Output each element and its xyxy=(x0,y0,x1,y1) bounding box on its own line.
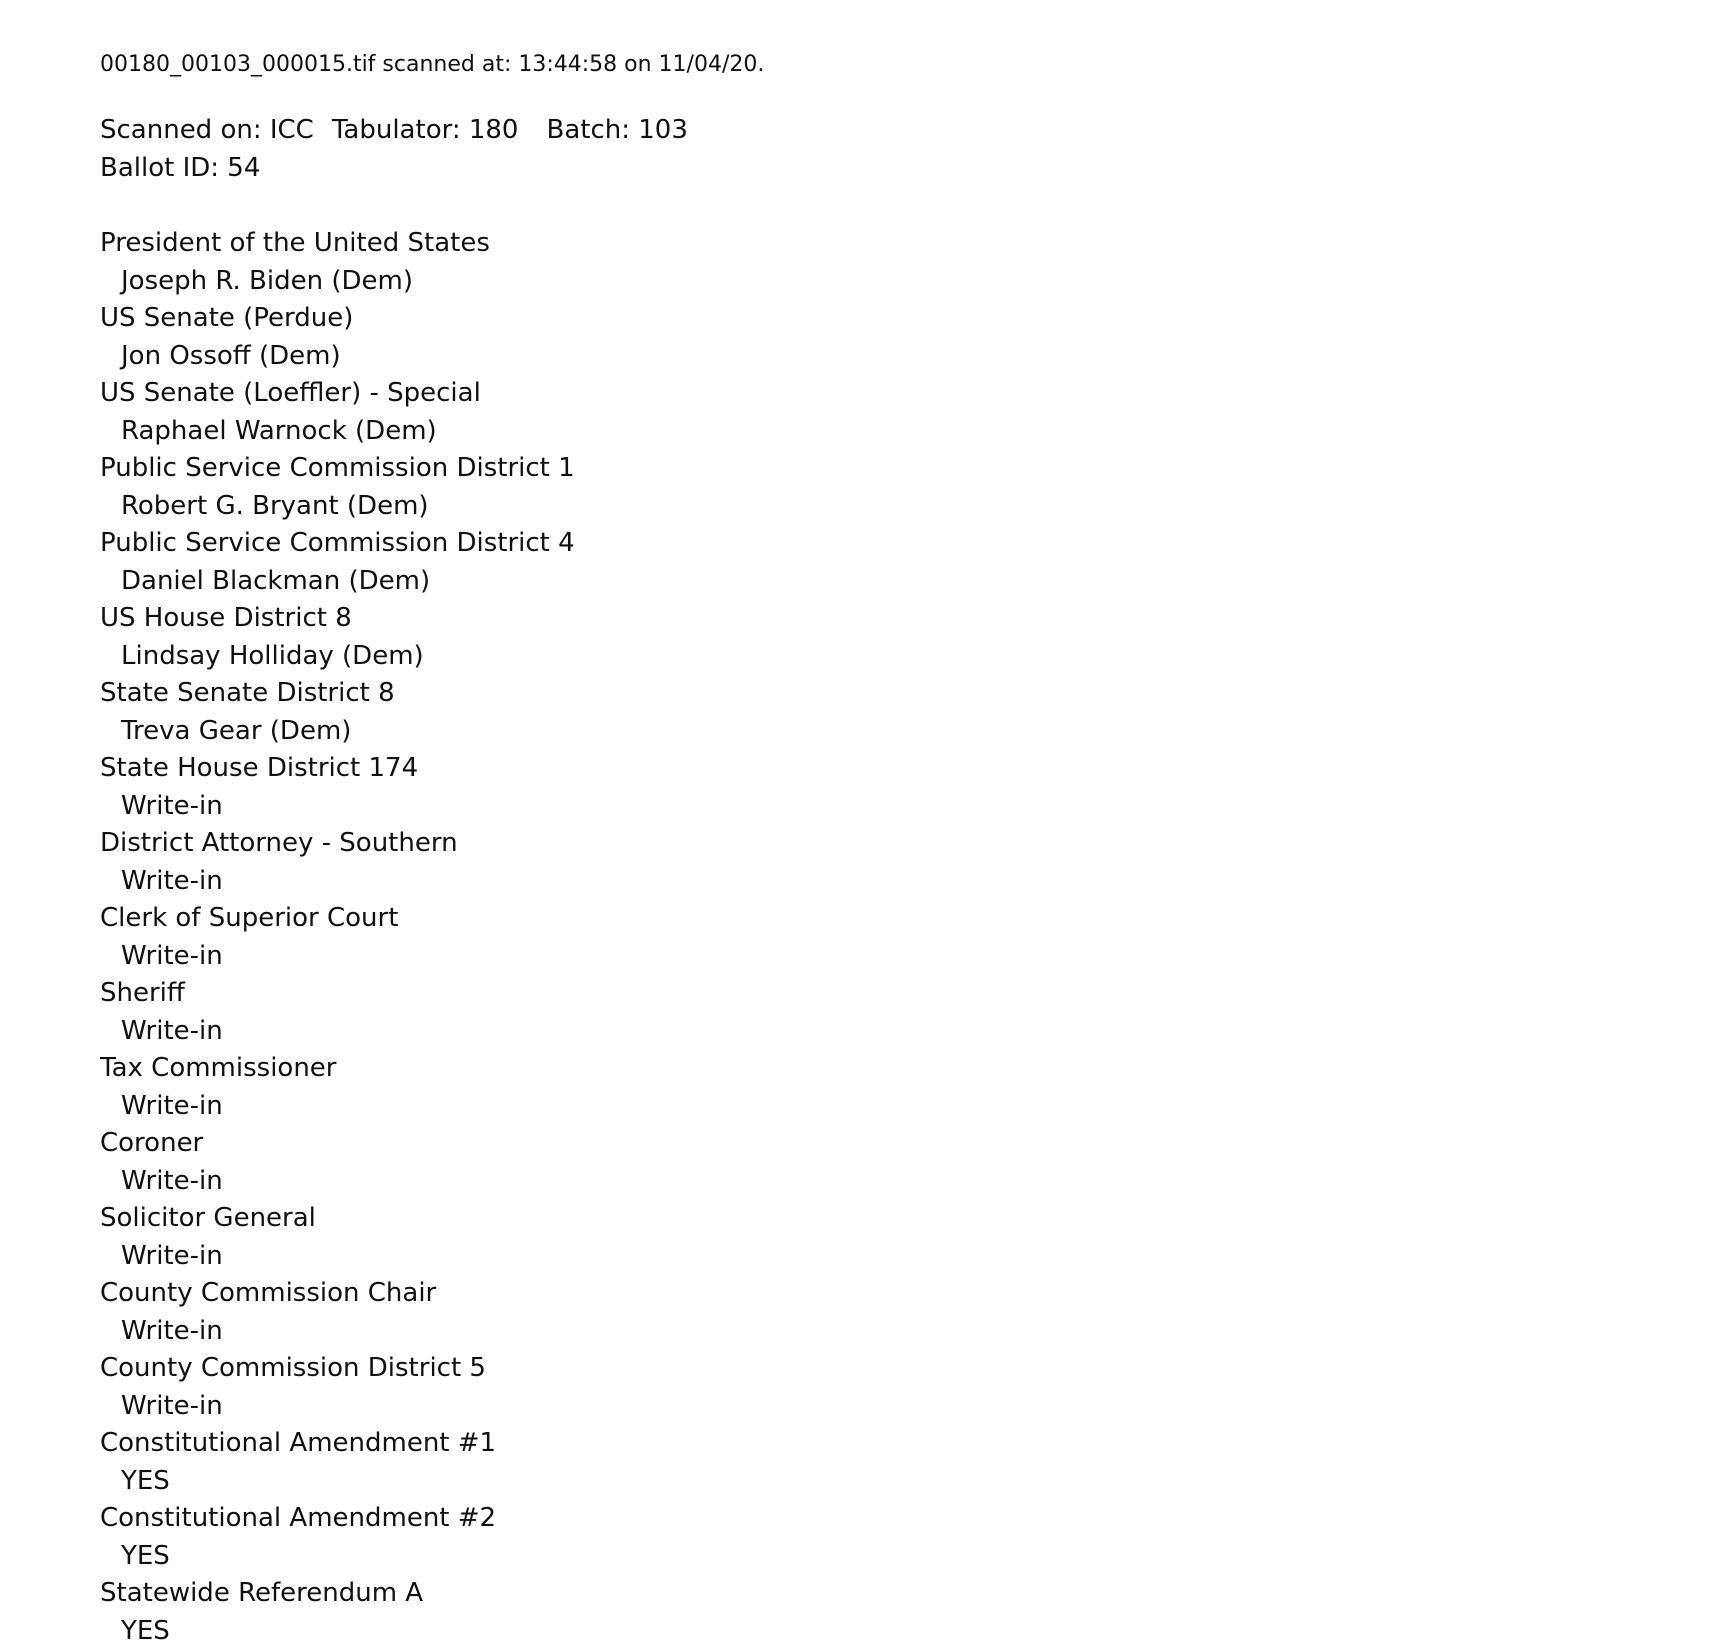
contest-entry xyxy=(100,750,575,825)
contest-entry xyxy=(100,450,575,525)
contest-title: County Commission Chair xyxy=(100,1275,575,1313)
contest-title: Coroner xyxy=(100,1125,575,1163)
contest-choice: Write-in xyxy=(100,863,575,901)
contest-title: Solicitor General xyxy=(100,1200,575,1238)
contest-entry xyxy=(100,825,575,900)
contest-title: Public Service Commission District 4 xyxy=(100,525,575,563)
contest-title: US Senate (Loeffler) - Special xyxy=(100,375,575,413)
contest-title: Constitutional Amendment #2 xyxy=(100,1500,575,1538)
contest-entry xyxy=(100,375,575,450)
scan-source-row xyxy=(100,112,688,150)
tabulator-label: Tabulator: 180 xyxy=(332,112,519,150)
contest-title: County Commission District 5 xyxy=(100,1350,575,1388)
contest-entry xyxy=(100,1125,575,1200)
contest-title: US Senate (Perdue) xyxy=(100,300,575,338)
ballot-id-row xyxy=(100,150,688,188)
contest-entry xyxy=(100,1050,575,1125)
contest-choice: YES xyxy=(100,1538,575,1576)
contest-title: District Attorney - Southern xyxy=(100,825,575,863)
contest-choice: Robert G. Bryant (Dem) xyxy=(100,488,575,526)
contest-choice: Write-in xyxy=(100,788,575,826)
contest-entry xyxy=(100,675,575,750)
contest-entry xyxy=(100,975,575,1050)
contest-choice: Write-in xyxy=(100,1313,575,1351)
contest-entry xyxy=(100,1425,575,1500)
contest-title: Constitutional Amendment #1 xyxy=(100,1425,575,1463)
contest-choice: Daniel Blackman (Dem) xyxy=(100,563,575,601)
contest-choice: Write-in xyxy=(100,1388,575,1426)
contest-title: State House District 174 xyxy=(100,750,575,788)
contest-title: Public Service Commission District 1 xyxy=(100,450,575,488)
contest-choice: Write-in xyxy=(100,1238,575,1276)
contest-choice: Raphael Warnock (Dem) xyxy=(100,413,575,451)
contest-entry xyxy=(100,900,575,975)
contest-entry xyxy=(100,1575,575,1650)
contest-choice: Write-in xyxy=(100,1088,575,1126)
contest-entry xyxy=(100,225,575,300)
ballot-metadata xyxy=(100,112,688,187)
ballot-id-label: Ballot ID: 54 xyxy=(100,150,260,188)
contest-entry xyxy=(100,1275,575,1350)
contest-entry xyxy=(100,1350,575,1425)
contest-entry xyxy=(100,525,575,600)
contest-choice: Write-in xyxy=(100,1163,575,1201)
contest-choice: Treva Gear (Dem) xyxy=(100,713,575,751)
contest-choice: Write-in xyxy=(100,1013,575,1051)
contest-entry xyxy=(100,300,575,375)
scan-header: 00180_00103_000015.tif scanned at: 13:44:58 on 11/04/20. xyxy=(100,50,764,80)
contest-entry xyxy=(100,600,575,675)
contest-choice: Write-in xyxy=(100,938,575,976)
contest-choice: YES xyxy=(100,1463,575,1501)
contest-choice: Lindsay Holliday (Dem) xyxy=(100,638,575,676)
contest-title: Sheriff xyxy=(100,975,575,1013)
contest-title: Tax Commissioner xyxy=(100,1050,575,1088)
contest-entry xyxy=(100,1200,575,1275)
batch-label: Batch: 103 xyxy=(546,112,687,150)
contest-title: President of the United States xyxy=(100,225,575,263)
scanned-on-label: Scanned on: ICC xyxy=(100,112,314,150)
contest-title: Statewide Referendum A xyxy=(100,1575,575,1613)
contest-title: US House District 8 xyxy=(100,600,575,638)
contest-choice: Joseph R. Biden (Dem) xyxy=(100,263,575,301)
contest-choice: Jon Ossoff (Dem) xyxy=(100,338,575,376)
ballot-scan-report xyxy=(100,0,1660,1648)
contest-title: State Senate District 8 xyxy=(100,675,575,713)
contest-entry xyxy=(100,1500,575,1575)
contest-list xyxy=(100,225,575,1650)
contest-title: Clerk of Superior Court xyxy=(100,900,575,938)
contest-choice: YES xyxy=(100,1613,575,1650)
